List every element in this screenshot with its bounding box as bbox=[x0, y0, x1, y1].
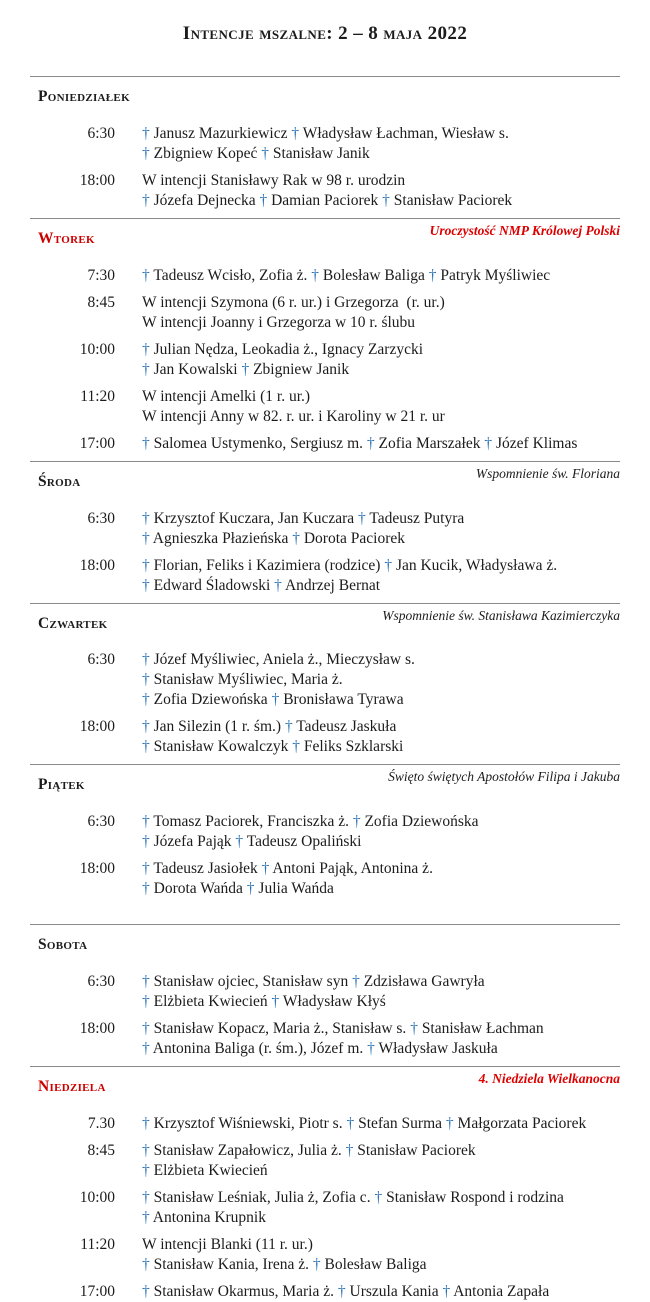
mass-time: 10:00 bbox=[79, 1189, 115, 1207]
cross-icon: † bbox=[142, 813, 150, 831]
mass-intentions bbox=[142, 859, 620, 899]
intention-line: † Antonina Baliga (r. śm.), Józef m. † Władysław Jaskuła bbox=[142, 1040, 498, 1058]
cross-icon: † bbox=[241, 360, 250, 378]
day-section bbox=[30, 764, 620, 924]
cross-icon: † bbox=[142, 691, 150, 709]
mass-row bbox=[30, 434, 620, 454]
cross-icon: † bbox=[142, 1162, 150, 1180]
intention-line: † Julian Nędza, Leokadia ż., Ignacy Zarzycki bbox=[142, 340, 424, 358]
cross-icon: † bbox=[382, 191, 390, 209]
cross-icon: † bbox=[142, 860, 150, 878]
cross-icon: † bbox=[142, 718, 150, 736]
mass-row bbox=[30, 1188, 620, 1228]
mass-time: 6:30 bbox=[87, 973, 115, 991]
mass-row bbox=[30, 387, 620, 427]
mass-row bbox=[30, 509, 620, 549]
day-section bbox=[30, 461, 620, 596]
mass-row bbox=[30, 717, 620, 757]
intention-line: † Tomasz Paciorek, Franciszka ż. † Zofia Dziewońska bbox=[142, 813, 479, 831]
mass-time: 6:30 bbox=[87, 509, 115, 527]
cross-icon: † bbox=[142, 1115, 150, 1133]
cross-icon: † bbox=[235, 833, 244, 851]
cross-icon: † bbox=[142, 434, 150, 452]
cross-icon: † bbox=[142, 529, 150, 547]
mass-row bbox=[30, 859, 620, 899]
intention-line: † Zofia Dziewońska † Bronisława Tyrawa bbox=[142, 691, 404, 709]
day-section bbox=[30, 924, 620, 1059]
feast-label: 4. Niedziela Wielkanocna bbox=[478, 1071, 620, 1087]
cross-icon: † bbox=[271, 691, 280, 709]
mass-time: 8:45 bbox=[87, 293, 115, 311]
mass-time: 7.30 bbox=[87, 1115, 115, 1133]
cross-icon: † bbox=[346, 1115, 355, 1133]
mass-time: 7:30 bbox=[87, 266, 115, 284]
intention-line: † Dorota Wańda † Julia Wańda bbox=[142, 880, 334, 898]
intention-line: † Stanisław Kopacz, Maria ż., Stanisław s. † Stanisław Łachman bbox=[142, 1020, 544, 1038]
mass-time: 10:00 bbox=[79, 340, 115, 358]
mass-intentions bbox=[142, 1235, 620, 1275]
mass-list bbox=[30, 509, 620, 596]
cross-icon: † bbox=[142, 1283, 150, 1301]
intention-line: † Jan Silezin (1 r. śm.) † Tadeusz Jaskuła bbox=[142, 718, 397, 736]
intention-line: † Agnieszka Płazieńska † Dorota Paciorek bbox=[142, 529, 406, 547]
mass-time: 11:20 bbox=[80, 387, 115, 405]
mass-time: 18:00 bbox=[79, 718, 115, 736]
intention-line: W intencji Blanki (11 r. ur.) bbox=[142, 1236, 313, 1254]
day-name: Czwartek bbox=[38, 614, 108, 632]
mass-row bbox=[30, 650, 620, 710]
feast-label: Wspomnienie św. Floriana bbox=[475, 465, 620, 481]
cross-icon: † bbox=[337, 1283, 346, 1301]
mass-list bbox=[30, 650, 620, 757]
mass-row bbox=[30, 1282, 620, 1302]
cross-icon: † bbox=[142, 576, 150, 594]
day-name: Środa bbox=[38, 472, 81, 490]
cross-icon: † bbox=[142, 509, 150, 527]
day-header bbox=[30, 219, 620, 261]
mass-row bbox=[30, 340, 620, 380]
mass-intentions bbox=[142, 509, 620, 549]
mass-row bbox=[30, 293, 620, 333]
mass-intentions bbox=[142, 812, 620, 852]
cross-icon: † bbox=[374, 1189, 383, 1207]
mass-row bbox=[30, 1235, 620, 1275]
feast-label: Uroczystość NMP Królowej Polski bbox=[429, 222, 620, 238]
cross-icon: † bbox=[142, 880, 150, 898]
intention-line: † Stanisław Myśliwiec, Maria ż. bbox=[142, 671, 343, 689]
mass-time: 17:00 bbox=[79, 1283, 115, 1301]
day-name: Niedziela bbox=[38, 1078, 106, 1096]
cross-icon: † bbox=[142, 340, 150, 358]
mass-intentions bbox=[142, 124, 620, 164]
cross-icon: † bbox=[367, 1040, 375, 1058]
cross-icon: † bbox=[142, 1256, 150, 1274]
schedule bbox=[30, 76, 620, 1302]
cross-icon: † bbox=[284, 718, 293, 736]
feast-label: Wspomnienie św. Stanisława Kazimierczyka bbox=[382, 607, 620, 623]
day-name: Sobota bbox=[38, 936, 88, 954]
mass-row bbox=[30, 812, 620, 852]
cross-icon: † bbox=[274, 576, 282, 594]
cross-icon: † bbox=[261, 860, 270, 878]
day-header bbox=[30, 765, 620, 807]
cross-icon: † bbox=[142, 144, 150, 162]
cross-icon: † bbox=[246, 880, 255, 898]
mass-intentions bbox=[142, 387, 620, 427]
cross-icon: † bbox=[142, 266, 150, 284]
intention-line: W intencji Amelki (1 r. ur.) bbox=[142, 387, 311, 405]
intention-line: W intencji Anny w 82. r. ur. i Karoliny w 21 r. ur bbox=[142, 407, 445, 425]
intention-line: † Stanisław Leśniak, Julia ż, Zofia c. † Stanisław Rospond i rodzina bbox=[142, 1189, 564, 1207]
mass-time: 18:00 bbox=[79, 556, 115, 574]
cross-icon: † bbox=[484, 434, 493, 452]
cross-icon: † bbox=[445, 1115, 454, 1133]
day-header bbox=[30, 925, 620, 967]
mass-time: 17:00 bbox=[79, 434, 115, 452]
mass-list bbox=[30, 1114, 620, 1302]
day-section bbox=[30, 218, 620, 454]
intention-line: † Florian, Feliks i Kazimiera (rodzice) † Jan Kucik, Władysława ż. bbox=[142, 556, 558, 574]
mass-intentions bbox=[142, 972, 620, 1012]
intention-line: † Józefa Pająk † Tadeusz Opaliński bbox=[142, 833, 362, 851]
mass-intentions bbox=[142, 171, 620, 211]
mass-row bbox=[30, 1141, 620, 1181]
mass-intentions bbox=[142, 1019, 620, 1059]
cross-icon: † bbox=[312, 1256, 321, 1274]
cross-icon: † bbox=[142, 993, 150, 1011]
intention-line: † Elżbieta Kwiecień bbox=[142, 1162, 268, 1180]
cross-icon: † bbox=[142, 360, 150, 378]
cross-icon: † bbox=[410, 1020, 418, 1038]
mass-intentions bbox=[142, 340, 620, 380]
mass-row bbox=[30, 972, 620, 1012]
day-section bbox=[30, 1066, 620, 1302]
mass-time: 11:20 bbox=[80, 1236, 115, 1254]
cross-icon: † bbox=[142, 651, 150, 669]
intention-line: † Krzysztof Wiśniewski, Piotr s. † Stefan Surma † Małgorzata Paciorek bbox=[142, 1115, 587, 1133]
mass-row bbox=[30, 171, 620, 211]
cross-icon: † bbox=[142, 1189, 150, 1207]
intention-line: † Zbigniew Kopeć † Stanisław Janik bbox=[142, 144, 370, 162]
mass-list bbox=[30, 812, 620, 899]
cross-icon: † bbox=[428, 266, 437, 284]
mass-intentions bbox=[142, 434, 620, 454]
mass-intentions bbox=[142, 556, 620, 596]
mass-list bbox=[30, 124, 620, 211]
intention-line: † Stanisław Okarmus, Maria ż. † Urszula Kania † Antonia Zapała bbox=[142, 1283, 550, 1301]
cross-icon: † bbox=[292, 738, 300, 756]
intention-line: † Stanisław Kania, Irena ż. † Bolesław Baliga bbox=[142, 1256, 427, 1274]
cross-icon: † bbox=[271, 993, 280, 1011]
cross-icon: † bbox=[142, 191, 150, 209]
cross-icon: † bbox=[366, 434, 375, 452]
mass-list bbox=[30, 972, 620, 1059]
mass-time: 6:30 bbox=[87, 813, 115, 831]
mass-intentions bbox=[142, 293, 620, 333]
cross-icon: † bbox=[142, 671, 150, 689]
day-header bbox=[30, 1067, 620, 1109]
intention-line: † Elżbieta Kwiecień † Władysław Kłyś bbox=[142, 993, 386, 1011]
mass-time: 6:30 bbox=[87, 124, 115, 142]
day-header bbox=[30, 77, 620, 119]
cross-icon: † bbox=[142, 1020, 150, 1038]
cross-icon: † bbox=[358, 509, 366, 527]
cross-icon: † bbox=[142, 738, 150, 756]
mass-intentions bbox=[142, 717, 620, 757]
mass-time: 18:00 bbox=[79, 171, 115, 189]
intention-line: † Stanisław Zapałowicz, Julia ż. † Stanisław Paciorek bbox=[142, 1142, 476, 1160]
mass-row bbox=[30, 124, 620, 164]
intention-line: † Jan Kowalski † Zbigniew Janik bbox=[142, 360, 350, 378]
intention-line: † Edward Śladowski † Andrzej Bernat bbox=[142, 576, 381, 594]
intention-line: † Krzysztof Kuczara, Jan Kuczara † Tadeusz Putyra bbox=[142, 509, 465, 527]
mass-time: 8:45 bbox=[87, 1142, 115, 1160]
cross-icon: † bbox=[142, 556, 150, 574]
cross-icon: † bbox=[142, 1040, 150, 1058]
cross-icon: † bbox=[311, 266, 319, 284]
intention-line: † Antonina Krupnik bbox=[142, 1209, 266, 1227]
intention-line: † Salomea Ustymenko, Sergiusz m. † Zofia Marszałek † Józef Klimas bbox=[142, 434, 578, 452]
cross-icon: † bbox=[261, 144, 269, 162]
intention-line: † Józef Myśliwiec, Aniela ż., Mieczysław s. bbox=[142, 651, 415, 669]
intention-line: W intencji Szymona (6 r. ur.) i Grzegorza (r. ur.) bbox=[142, 293, 445, 311]
mass-intentions bbox=[142, 1282, 620, 1302]
intention-line: † Stanisław ojciec, Stanisław syn † Zdzisława Gawryła bbox=[142, 973, 485, 991]
intention-line: † Stanisław Kowalczyk † Feliks Szklarski bbox=[142, 738, 404, 756]
cross-icon: † bbox=[259, 191, 268, 209]
day-section bbox=[30, 603, 620, 758]
mass-intentions bbox=[142, 1114, 620, 1134]
cross-icon: † bbox=[142, 973, 150, 991]
intention-line: † Janusz Mazurkiewicz † Władysław Łachman, Wiesław s. bbox=[142, 124, 509, 142]
cross-icon: † bbox=[345, 1142, 354, 1160]
day-name: Poniedziałek bbox=[38, 88, 130, 105]
mass-row bbox=[30, 266, 620, 286]
intention-line: W intencji Stanisławy Rak w 98 r. urodzin bbox=[142, 171, 406, 189]
cross-icon: † bbox=[142, 1209, 150, 1227]
day-section bbox=[30, 76, 620, 211]
intention-line: W intencji Joanny i Grzegorza w 10 r. ślubu bbox=[142, 313, 416, 331]
cross-icon: † bbox=[352, 813, 361, 831]
cross-icon: † bbox=[292, 529, 300, 547]
cross-icon: † bbox=[291, 124, 300, 142]
mass-time: 6:30 bbox=[87, 651, 115, 669]
mass-time: 18:00 bbox=[79, 1020, 115, 1038]
day-name: Piątek bbox=[38, 776, 85, 794]
cross-icon: † bbox=[142, 833, 150, 851]
mass-row bbox=[30, 1019, 620, 1059]
intention-line: † Józefa Dejnecka † Damian Paciorek † Stanisław Paciorek bbox=[142, 191, 513, 209]
cross-icon: † bbox=[352, 973, 360, 991]
feast-label: Święto świętych Apostołów Filipa i Jakuba bbox=[388, 769, 620, 785]
day-header bbox=[30, 462, 620, 504]
mass-row bbox=[30, 556, 620, 596]
page-title: Intencje mszalne: 2 – 8 maja 2022 bbox=[182, 23, 468, 44]
cross-icon: † bbox=[142, 124, 150, 142]
mass-list bbox=[30, 266, 620, 454]
day-name: Wtorek bbox=[38, 229, 95, 247]
day-header bbox=[30, 604, 620, 646]
mass-row bbox=[30, 1114, 620, 1134]
mass-intentions bbox=[142, 1188, 620, 1228]
mass-intentions bbox=[142, 266, 620, 286]
cross-icon: † bbox=[442, 1283, 451, 1301]
cross-icon: † bbox=[142, 1142, 150, 1160]
intention-line: † Tadeusz Wcisło, Zofia ż. † Bolesław Baliga † Patryk Myśliwiec bbox=[142, 266, 551, 284]
intention-line: † Tadeusz Jasiołek † Antoni Pająk, Antonina ż. bbox=[142, 860, 433, 878]
cross-icon: † bbox=[384, 556, 393, 574]
mass-time: 18:00 bbox=[79, 860, 115, 878]
mass-intentions bbox=[142, 650, 620, 710]
mass-intentions bbox=[142, 1141, 620, 1181]
